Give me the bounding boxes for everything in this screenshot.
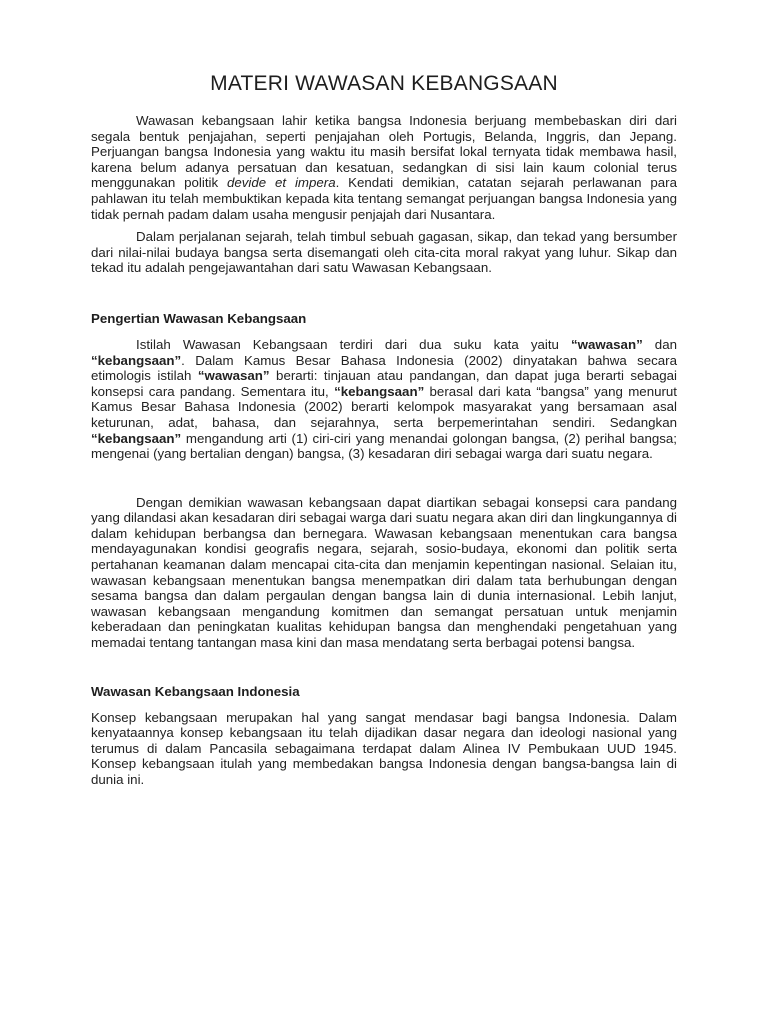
paragraph-text: Istilah Wawasan Kebangsaan terdiri dari dua suku kata yaitu [136,336,572,352]
bold-term: “wawasan” [197,368,270,384]
paragraph-text: Wawasan kebangsaan lahir ketika bangsa Indonesia berjuang membebaskan diri dari segala bentuk penjajahan, seperti penjajahan oleh Portugis, Belanda, Inggris, dan Jepang. Perjuangan bangsa Indonesia yang waktu itu masih bersifat lokal ternyata tidak membawa hasil, karena belum adanya persatuan dan kesatuan, sedangkan di sisi lain kaum colonial terus menggunakan politik [91,113,677,191]
italic-term: devide et impera [226,175,336,191]
paragraph-text: . Kendati demikian, catatan sejarah perlawanan para pahlawan itu telah membuktikan kepada kita tentang semangat perjuangan bangsa Indonesia yang tidak pernah padam dalam usaha mengusir penjajah dari Nusantara. [91,175,677,222]
paragraph-conclusion: Dengan demikian wawasan kebangsaan dapat diartikan sebagai konsepsi cara pandang yang dilandasi akan kesadaran diri sebagai warga dari suatu negara akan diri dan lingkungannya di dalam kehidupan berbangsa dan bernegara. Wawasan kebangsaan menentukan cara bangsa mendayagunakan kondisi geografis negara, sejarah, sosio-budaya, ekonomi dan politik serta pertahanan keamanan dalam mencapai cita-cita dan menjamin kepentingan nasional. Selaian itu, wawasan kebangsaan menentukan bangsa menempatkan diri dalam tata berhubungan dengan sesama bangsa dan dalam pergaulan dengan bangsa lain di dunia internasional. Lebih lanjut, wawasan kebangsaan mengandung komitmen dan semangat persatuan untuk menjamin keberadaan dan peningkatan kualitas kehidupan bangsa dan menghendaki pengetahuan yang memadai tentang tantangan masa kini dan masa mendatang serta berbagai potensi bangsa. [91,494,677,651]
paragraph-text: berasal dari kata “bangsa” yang menurut Kamus Besar Bahasa Indonesia (2002) berarti kelompok masyarakat yang bersamaan asal keturunan, adat, bahasa, dan sejarahnya, serta berpemerintahan sendiri. Sedangkan [91,383,677,430]
paragraph-indonesia: Konsep kebangsaan merupakan hal yang sangat mendasar bagi bangsa Indonesia. Dalam kenyataannya konsep kebangsaan itu telah dijadikan dasar negara dan ideologi nasional yang terumus di dalam Pancasila sebagaimana terdapat dalam Alinea IV Pembukaan UUD 1945. Konsep kebangsaan itulah yang membedakan bangsa Indonesia dengan bangsa-bangsa lain di dunia ini. [91,709,677,787]
paragraph-text: berarti: tinjauan atau pandangan, dan dapat juga berarti sebagai konsepsi cara pandang. Sementara itu, [91,368,677,399]
document-page [91,70,677,788]
paragraph-history: Dalam perjalanan sejarah, telah timbul sebuah gagasan, sikap, dan tekad yang bersumber dari nilai-nilai budaya bangsa serta disemangati oleh cita-cita moral rakyat yang luhur. Sikap dan tekad itu adalah pengejawantahan dari satu Wawasan Kebangsaan. [91,229,677,276]
bold-term: “kebangsaan” [334,383,425,399]
bold-term: “wawasan” [571,336,643,352]
paragraph-intro [91,113,677,222]
bold-term: “kebangsaan” [91,430,182,446]
section-heading-pengertian: Pengertian Wawasan Kebangsaan [91,310,307,326]
section-heading-indonesia: Wawasan Kebangsaan Indonesia [91,683,300,699]
paragraph-text: dan [642,336,677,352]
bold-term: “kebangsaan” [91,352,182,368]
paragraph-definition [91,337,677,462]
paragraph-text: . Dalam Kamus Besar Bahasa Indonesia (2002) dinyatakan bahwa secara etimologis istilah [91,352,677,384]
document-title: MATERI WAWASAN KEBANGSAAN [210,72,558,95]
paragraph-text: mengandung arti (1) ciri-ciri yang menandai golongan bangsa, (2) perihal bangsa; mengenai (yang bertalian dengan) bangsa, (3) kesadaran diri sebagai warga dari suatu negara. [91,430,677,462]
